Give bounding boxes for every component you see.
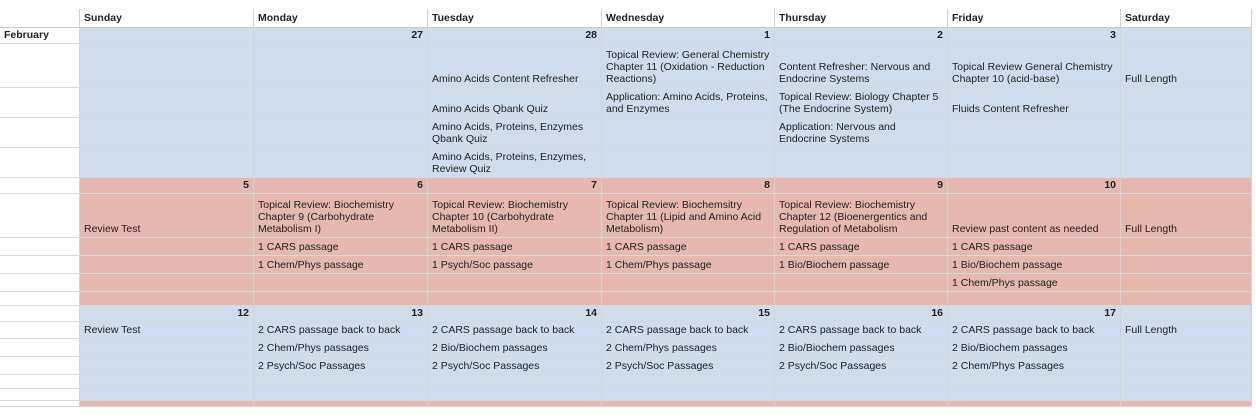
task-cell[interactable]: 2 Bio/Biochem passages	[775, 339, 948, 357]
empty-cell[interactable]	[775, 401, 948, 407]
task-cell[interactable]	[775, 148, 948, 178]
week-4-partial	[0, 401, 1252, 407]
task-cell[interactable]	[602, 118, 775, 148]
task-cell[interactable]: Topical Review: Biochemistry Chapter 10 (Carbohydrate Metabolism II)	[428, 194, 602, 238]
task-cell[interactable]	[1121, 339, 1252, 357]
task-cell[interactable]: Review Test	[80, 322, 254, 339]
row-label-cell[interactable]	[0, 256, 80, 274]
row-label-cell[interactable]	[0, 292, 80, 306]
header-cell-blank[interactable]	[0, 9, 80, 28]
empty-cell[interactable]	[428, 389, 602, 401]
task-cell[interactable]: 1 Bio/Biochem passage	[775, 256, 948, 274]
row-label-cell[interactable]	[0, 118, 80, 148]
empty-cell[interactable]	[775, 292, 948, 306]
task-cell[interactable]	[80, 274, 254, 292]
task-cell[interactable]	[1121, 88, 1252, 118]
date-cell[interactable]: 5	[80, 178, 254, 194]
task-cell[interactable]	[1121, 148, 1252, 178]
row-label-cell[interactable]	[0, 339, 80, 357]
task-cell[interactable]: 2 CARS passage back to back	[254, 322, 428, 339]
task-cell[interactable]: 2 Psych/Soc Passages	[602, 357, 775, 375]
table-row	[0, 238, 1252, 256]
date-cell[interactable]: 28	[428, 28, 602, 44]
task-cell[interactable]: Topical Review General Chemistry Chapter 10 (acid-base)	[948, 44, 1121, 88]
task-cell[interactable]: 1 CARS passage	[948, 238, 1121, 256]
task-cell[interactable]: 1 Psych/Soc passage	[428, 256, 602, 274]
date-cell[interactable]: 14	[428, 306, 602, 322]
task-cell[interactable]	[254, 274, 428, 292]
task-cell[interactable]	[1121, 357, 1252, 375]
header-cell-wednesday[interactable]: Wednesday	[602, 9, 775, 28]
empty-cell[interactable]	[1121, 292, 1252, 306]
row-label-cell[interactable]	[0, 238, 80, 256]
date-cell[interactable]	[80, 28, 254, 44]
table-row	[0, 274, 1252, 292]
empty-cell[interactable]	[602, 401, 775, 407]
table-row	[0, 292, 1252, 306]
task-cell[interactable]: Review past content as needed	[948, 194, 1121, 238]
task-cell[interactable]	[254, 118, 428, 148]
task-cell[interactable]: 2 Psych/Soc Passages	[254, 357, 428, 375]
empty-cell[interactable]	[775, 389, 948, 401]
row-label-cell[interactable]	[0, 401, 80, 407]
date-cell[interactable]	[1121, 28, 1252, 44]
task-cell[interactable]: 2 Bio/Biochem passages	[428, 339, 602, 357]
row-label-cell[interactable]	[0, 194, 80, 238]
task-cell[interactable]: Amino Acids, Proteins, Enzymes Qbank Quiz	[428, 118, 602, 148]
header-cell-tuesday[interactable]: Tuesday	[428, 9, 602, 28]
date-row	[0, 178, 1252, 194]
date-cell[interactable]: 17	[948, 306, 1121, 322]
task-cell[interactable]	[1121, 256, 1252, 274]
task-cell[interactable]: Amino Acids Content Refresher	[428, 44, 602, 88]
row-label-cell[interactable]	[0, 357, 80, 375]
task-cell[interactable]: 2 Chem/Phys passages	[254, 339, 428, 357]
date-row	[0, 28, 1252, 44]
table-row	[0, 44, 1252, 88]
date-cell[interactable]: 7	[428, 178, 602, 194]
date-cell[interactable]: 16	[775, 306, 948, 322]
table-row	[0, 194, 1252, 238]
table-row	[0, 357, 1252, 375]
task-cell[interactable]: Application: Nervous and Endocrine Systems	[775, 118, 948, 148]
table-row	[0, 148, 1252, 178]
task-cell[interactable]	[80, 238, 254, 256]
date-row	[0, 306, 1252, 322]
date-cell[interactable]: 27	[254, 28, 428, 44]
date-cell[interactable]: 1	[602, 28, 775, 44]
header-cell-saturday[interactable]: Saturday	[1121, 9, 1252, 28]
task-cell[interactable]: 2 CARS passage back to back	[428, 322, 602, 339]
task-cell[interactable]: Topical Review: Biochemsitry Chapter 11 (Lipid and Amino Acid Metabolism)	[602, 194, 775, 238]
task-cell[interactable]: Topical Review: Biochemistry Chapter 12 (Bioenergentics and Regulation of Metabolism	[775, 194, 948, 238]
task-cell[interactable]	[80, 339, 254, 357]
empty-cell[interactable]	[948, 389, 1121, 401]
task-cell[interactable]	[80, 256, 254, 274]
task-cell[interactable]: Full Length	[1121, 322, 1252, 339]
task-cell[interactable]: 2 CARS passage back to back	[602, 322, 775, 339]
row-label-cell[interactable]	[0, 389, 80, 401]
task-cell[interactable]: 1 CARS passage	[775, 238, 948, 256]
task-cell[interactable]: Fluids Content Refresher	[948, 88, 1121, 118]
task-cell[interactable]: 1 Chem/Phys passage	[254, 256, 428, 274]
header-cell-thursday[interactable]: Thursday	[775, 9, 948, 28]
task-cell[interactable]: 2 Chem/Phys Passages	[948, 357, 1121, 375]
task-cell[interactable]: Topical Review: Biochemistry Chapter 9 (Carbohydrate Metabolism I)	[254, 194, 428, 238]
date-cell[interactable]: 6	[254, 178, 428, 194]
month-label[interactable]: February	[0, 28, 80, 44]
date-cell[interactable]: 13	[254, 306, 428, 322]
empty-cell[interactable]	[80, 292, 254, 306]
empty-cell[interactable]	[775, 375, 948, 389]
task-cell[interactable]: 2 Psych/Soc Passages	[428, 357, 602, 375]
date-cell[interactable]: 12	[80, 306, 254, 322]
task-cell[interactable]: 2 Chem/Phys passages	[602, 339, 775, 357]
table-row	[0, 389, 1252, 401]
empty-cell[interactable]	[254, 401, 428, 407]
empty-cell[interactable]	[948, 401, 1121, 407]
date-cell[interactable]: 3	[948, 28, 1121, 44]
table-row	[0, 88, 1252, 118]
task-cell[interactable]	[602, 148, 775, 178]
empty-cell[interactable]	[428, 375, 602, 389]
task-cell[interactable]: 1 Chem/Phys passage	[948, 274, 1121, 292]
task-cell[interactable]	[80, 44, 254, 88]
empty-cell[interactable]	[80, 375, 254, 389]
task-cell[interactable]: 2 Bio/Biochem passages	[948, 339, 1121, 357]
task-cell[interactable]: Topical Review: Biology Chapter 5 (The Endocrine System)	[775, 88, 948, 118]
week-3	[0, 306, 1252, 401]
task-cell[interactable]: 1 Bio/Biochem passage	[948, 256, 1121, 274]
header-cell-monday[interactable]: Monday	[254, 9, 428, 28]
empty-cell[interactable]	[1121, 401, 1252, 407]
table-row	[0, 401, 1252, 407]
empty-cell[interactable]	[602, 292, 775, 306]
task-cell[interactable]: Amino Acids Qbank Quiz	[428, 88, 602, 118]
task-cell[interactable]: 1 CARS passage	[428, 238, 602, 256]
empty-cell[interactable]	[602, 375, 775, 389]
table-row	[0, 322, 1252, 339]
task-cell[interactable]	[775, 274, 948, 292]
header-cell-sunday[interactable]: Sunday	[80, 9, 254, 28]
empty-cell[interactable]	[1121, 389, 1252, 401]
task-cell[interactable]	[1121, 118, 1252, 148]
empty-cell[interactable]	[254, 375, 428, 389]
table-row	[0, 339, 1252, 357]
task-cell[interactable]: 1 CARS passage	[254, 238, 428, 256]
row-label-cell[interactable]	[0, 322, 80, 339]
task-cell[interactable]: 1 CARS passage	[602, 238, 775, 256]
date-cell[interactable]: 10	[948, 178, 1121, 194]
task-cell[interactable]	[948, 118, 1121, 148]
task-cell[interactable]: 2 CARS passage back to back	[775, 322, 948, 339]
task-cell[interactable]	[254, 88, 428, 118]
date-cell[interactable]: 8	[602, 178, 775, 194]
empty-cell[interactable]	[80, 401, 254, 407]
task-cell[interactable]: Application: Amino Acids, Proteins, and Enzymes	[602, 88, 775, 118]
date-cell[interactable]: 9	[775, 178, 948, 194]
task-cell[interactable]	[254, 44, 428, 88]
row-label-cell[interactable]	[0, 88, 80, 118]
date-cell[interactable]	[1121, 178, 1252, 194]
task-cell[interactable]	[428, 274, 602, 292]
task-cell[interactable]: Review Test	[80, 194, 254, 238]
empty-cell[interactable]	[428, 401, 602, 407]
task-cell[interactable]: 2 Psych/Soc Passages	[775, 357, 948, 375]
empty-cell[interactable]	[254, 389, 428, 401]
task-cell[interactable]: Topical Review: General Chemistry Chapter 11 (Oxidation - Reduction Reactions)	[602, 44, 775, 88]
task-cell[interactable]	[1121, 274, 1252, 292]
empty-cell[interactable]	[602, 389, 775, 401]
task-cell[interactable]: Content Refresher: Nervous and Endocrine Systems	[775, 44, 948, 88]
task-cell[interactable]	[1121, 238, 1252, 256]
task-cell[interactable]: 2 CARS passage back to back	[948, 322, 1121, 339]
task-cell[interactable]	[80, 118, 254, 148]
date-cell[interactable]: 2	[775, 28, 948, 44]
empty-cell[interactable]	[428, 292, 602, 306]
empty-cell[interactable]	[1121, 375, 1252, 389]
row-label-cell[interactable]	[0, 306, 80, 322]
table-row	[0, 256, 1252, 274]
empty-cell[interactable]	[80, 389, 254, 401]
task-cell[interactable]	[80, 88, 254, 118]
empty-cell[interactable]	[948, 292, 1121, 306]
empty-cell[interactable]	[254, 292, 428, 306]
header-cell-friday[interactable]: Friday	[948, 9, 1121, 28]
row-label-cell[interactable]	[0, 178, 80, 194]
task-cell[interactable]: Full Length	[1121, 44, 1252, 88]
week-1	[0, 28, 1252, 178]
date-cell[interactable]: 15	[602, 306, 775, 322]
task-cell[interactable]	[948, 148, 1121, 178]
row-label-cell[interactable]	[0, 44, 80, 88]
date-cell[interactable]	[1121, 306, 1252, 322]
header-row	[0, 9, 1252, 28]
task-cell[interactable]	[602, 274, 775, 292]
spreadsheet-grid	[0, 9, 1252, 407]
task-cell[interactable]: Full Length	[1121, 194, 1252, 238]
table-row	[0, 375, 1252, 389]
task-cell[interactable]	[254, 148, 428, 178]
task-cell[interactable]	[80, 148, 254, 178]
task-cell[interactable]: 1 Chem/Phys passage	[602, 256, 775, 274]
row-label-cell[interactable]	[0, 274, 80, 292]
task-cell[interactable]: Amino Acids, Proteins, Enzymes, Review Quiz	[428, 148, 602, 178]
empty-cell[interactable]	[948, 375, 1121, 389]
row-label-cell[interactable]	[0, 148, 80, 178]
row-label-cell[interactable]	[0, 375, 80, 389]
task-cell[interactable]	[80, 357, 254, 375]
table-row	[0, 118, 1252, 148]
week-2	[0, 178, 1252, 306]
